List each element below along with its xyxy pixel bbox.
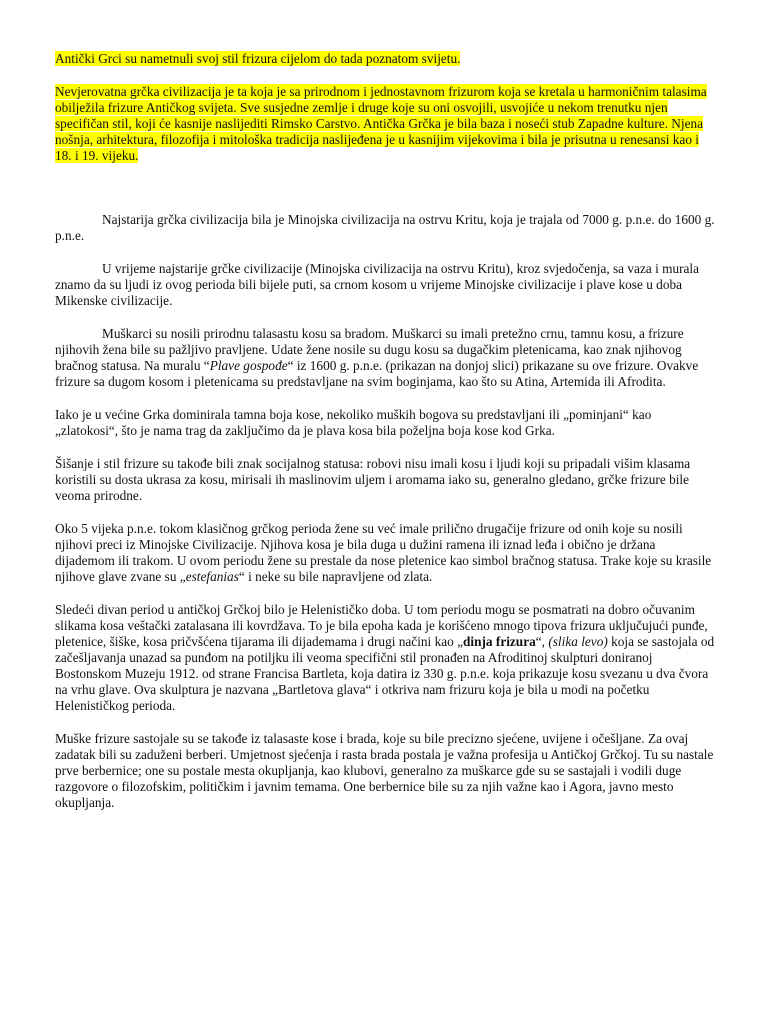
paragraph-classical-part2: “ i neke su bile napravljene od zlata.	[238, 569, 433, 584]
paragraph-hellenistic-part2: koja se sastojala od začešljavanja unazad sa punđom na potiljku ili veoma specifični stil pronađen na Afroditinoj skulpturi doniranoj Bostonskom Muzeju 1912. od strane Francisa Bartleta, koja datira iz 330 g. p.n.e. koja prikazuje kosu svezanu u dva čvora na vrhu glave. Ova skulptura je nazvana „Bartletova glava“ i otkriva nam frizuru koja je bila u modi na početku Helenističkog perioda.	[55, 634, 715, 713]
paragraph-social-status: Šišanje i stil frizure su takođe bili znak socijalnog statusa: robovi nisu imali kosu i ljudi koji su pripadali višim klasama koristili su dosta ukrasa za kosu, mirisali ih maslinovim uljem i aromama iako su, generalno gledano, grčke frizure bile veoma prirodne.	[55, 456, 691, 503]
section-gap	[55, 181, 715, 212]
paragraph-men-hair	[55, 326, 715, 390]
intro-heading-text: Antički Grci su nametnuli svoj stil frizura cijelom do tada poznatom svijetu.	[55, 51, 461, 66]
paragraph-hellenistic-mid: “,	[535, 634, 549, 649]
melon-hairstyle-term: dinja frizura	[463, 634, 536, 649]
paragraph-classical-part1: Oko 5 vijeka p.n.e. tokom klasičnog grčkog perioda žene su već imale prilično drugačije frizure od onih koje su nosili njihovi preci iz Minojske Civilizacije. Njihova kosa je bila duga u dužini ramena ili iznad leđa i obično je držana dijademom ili trakom. U ovom periodu žene su prestale da nose pletenice kao simbol bračnog statusa. Trake koje su krasile njihove glave zvane su „	[55, 521, 712, 584]
document-page	[55, 51, 715, 828]
paragraph-men-barbers: Muške frizure sastojale su se takođe iz talasaste kose i brada, koje su bile precizno sjećene, uvijene i očešljane. Za ovaj zadatak bili su zaduženi berberi. Umjetnost sjećenja i rasta brada postala je važna profesija u Antičkoj Grčkoj. Tu su nastale prve berbernice; one su postale mesta okupljanja, kao klubovi, generalno za muškarce gde su se sastajali i vodili duge razgovore o filozofskim, političkim i javnim temama. One berbernice bile su za njih važne kao i Agora, javno mesto okupljanja.	[55, 731, 714, 810]
paragraph-men-hair-part2: “ iz 1600 g. p.n.e. (prikazan na donjoj slici) prikazane su ove frizure. Ovakve frizure sa dugom kosom i pletenicama su predstavljane na svim boginjama, kao što su Atina, Artemida ili Afrodita.	[55, 358, 699, 389]
image-caption-left: (slika levo)	[548, 634, 608, 649]
paragraph-men-hair-part1: Muškarci su nosili prirodnu talasastu kosu sa bradom. Muškarci su imali pretežno crnu, tamnu kosu, a frizure njihovih žena bile su pažljivo pravljene. Udate žene nosile su dugu kosu sa dugačkim pletenicama, kao znak njihovog bračnog statusa. Na muralu “	[55, 326, 684, 373]
paragraph-hair-color: Iako je u većine Grka dominirala tamna boja kose, nekoliko muških bogova su predstavljani ili „pominjani“ kao „zlatokosi“, što je nama trag da zaključimo da je plava kosa bila poželjna boja kose kod Grka.	[55, 407, 652, 438]
intro-heading	[55, 51, 715, 67]
paragraph-hellenistic	[55, 602, 715, 714]
paragraph-classical-period	[55, 521, 715, 585]
paragraph-oldest-civilization: U vrijeme najstarije grčke civilizacije (Minojska civilizacija na ostrvu Kritu), kroz svjedočenja, sa vaza i murala znamo da su ljudi iz ovog perioda bili bijele puti, sa crnom kosom u vrijeme Minojske civilizacije i plave kose u doba Mikenske civilizacije.	[55, 261, 700, 308]
intro-paragraph	[55, 84, 715, 164]
intro-paragraph-text: Nevjerovatna grčka civilizacija je ta koja je sa prirodnom i jednostavnom frizurom koja se kretala u harmoničnim talasima obilježila frizure Antičkog svijeta. Sve susjedne zemlje i druge koje su oni osvojili, usvojiće u nekom trenutku njen specifičan stil, koji će kasnije naslijediti Rimsko Carstvo. Antička Grčka je bila baza i noseći stub Zapadne kulture. Njena nošnja, arhitektura, filozofija i mitološka tradicija naslijeđena je u kasnijim vijekovima i bila je prisutna u renesansi kao i 18. i 19. vijeku.	[55, 84, 707, 163]
paragraph-minoan: Najstarija grčka civilizacija bila je Minojska civilizacija na ostrvu Kritu, koja je trajala od 7000 g. p.n.e. do 1600 g. p.n.e.	[55, 212, 715, 243]
mural-title: Plave gospođe	[209, 358, 288, 373]
estefanias-term: estefanias	[185, 569, 239, 584]
paragraph-hellenistic-part1: Sledeći divan period u antičkoj Grčkoj bilo je Helenističko doba. U tom periodu mogu se posmatrati na dobro očuvanim slikama kosa veštački zatalasana ili kovrdžava. To je bila epoha kada je korišćeno mnogo tipova frizura uključujući punđe, pletenice, šiške, kosa pričvšćena tijarama ili dijademama i drugi načini kao „	[55, 602, 708, 649]
